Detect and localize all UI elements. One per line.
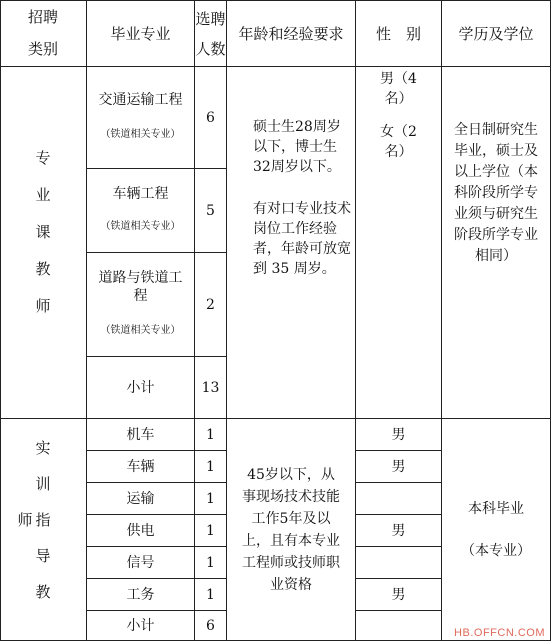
- section2-row-count: 1: [206, 586, 215, 603]
- section1-row-count: 6: [206, 109, 215, 126]
- section2-category: 实训指导教师: [15, 439, 52, 620]
- section2-row-major: 车辆: [126, 458, 155, 475]
- header-category: 招聘类别: [27, 8, 58, 58]
- section2-row-major: 工务: [126, 586, 155, 603]
- section2-row-gender: [356, 483, 441, 514]
- section2-row-gender: 男: [391, 522, 406, 539]
- section2-row-major: 信号: [126, 554, 155, 571]
- section1-row-major: 道路与铁道工程 （铁道相关专业）: [98, 269, 183, 336]
- section1-subtotal: 13: [201, 379, 220, 396]
- section2-row-count: 1: [206, 554, 215, 571]
- section1-row-major: 交通运输工程 （铁道相关专业）: [98, 91, 183, 140]
- header-age-requirement: 年龄和经验要求: [238, 24, 344, 43]
- section2-row-gender: 男: [391, 426, 406, 443]
- section2-row-major: 机车: [126, 426, 155, 443]
- section1-row-count: 2: [206, 296, 215, 313]
- section2-row-count: 1: [206, 426, 215, 443]
- section1-category: 专业课教师: [33, 150, 52, 335]
- section2-degree: 本科毕业 （本专业）: [461, 500, 531, 559]
- section1-age-requirement: 硕士生28周岁以下，博士生32周岁以下。 有对口专业技术岗位工作经验者，年龄可放宽 到 35 周岁。: [253, 119, 351, 277]
- header-major: 毕业专业: [110, 24, 171, 43]
- section1-subtotal-label: 小计: [126, 379, 155, 396]
- section1-gender: 男（4名） 女（2名）: [380, 71, 417, 160]
- section2-row-count: 1: [206, 490, 215, 507]
- section1-degree: 全日制研究生毕业，硕士及以上学位（本科阶段所学专业须与研究生阶段所学专业相同）: [454, 122, 538, 264]
- section2-subtotal: 6: [206, 617, 215, 634]
- watermark: HB.OFFCN.COM: [454, 627, 545, 639]
- section2-row-major: 供电: [126, 522, 155, 539]
- header-degree: 学历及学位: [458, 24, 534, 43]
- section2-row-gender: 男: [391, 586, 406, 603]
- section2-row-gender: 男: [391, 458, 406, 475]
- section2-row-count: 1: [206, 458, 215, 475]
- section2-row-count: 1: [206, 522, 215, 539]
- section2-row-gender: [356, 547, 441, 578]
- section1-row-major: 车辆工程 （铁道相关专业）: [100, 185, 181, 232]
- header-count: 选聘人数: [195, 9, 226, 58]
- section2-row-major: 运输: [126, 490, 155, 507]
- section1-row-count: 5: [206, 202, 215, 219]
- header-gender: 性 别: [375, 24, 421, 43]
- section2-age-requirement: 45岁以下，从事现场技术技能工作5年及以上，且有本专业工程师或技师职业资格: [242, 466, 340, 593]
- section2-subtotal-label: 小计: [126, 617, 155, 634]
